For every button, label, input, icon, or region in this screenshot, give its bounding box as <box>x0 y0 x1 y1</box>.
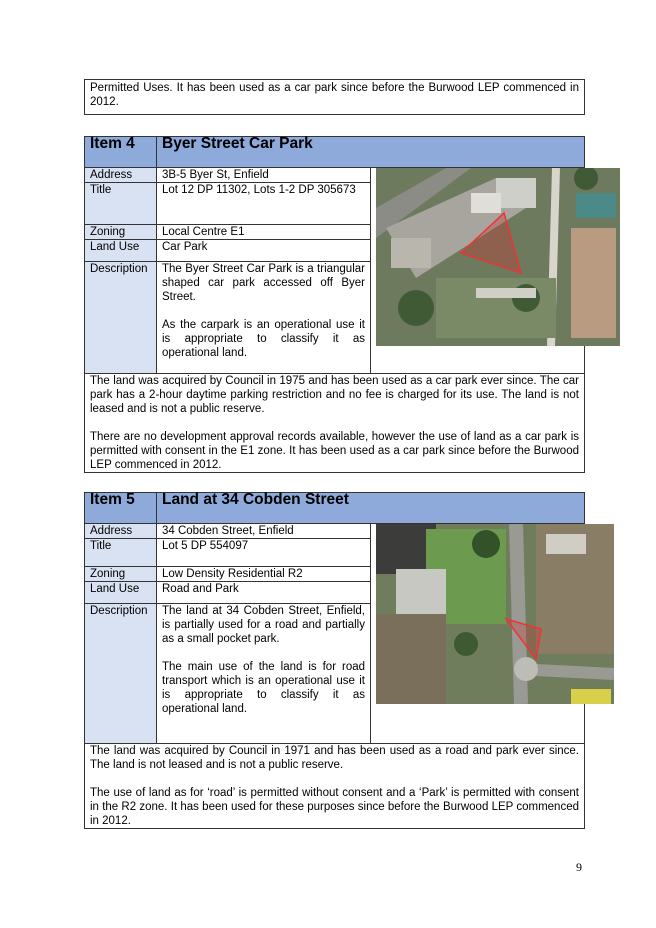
item-4-number: Item 4 <box>85 137 157 168</box>
zoning-label: Zoning <box>85 567 157 582</box>
land-use-value: Car Park <box>157 240 371 262</box>
address-label: Address <box>85 168 157 183</box>
land-use-label: Land Use <box>85 582 157 604</box>
description-paragraph: The main use of the land is for road transport which is an operational use it is appropriate to classify it as operational land. <box>162 661 365 715</box>
page-number: 9 <box>576 860 582 874</box>
item-4-title: Byer Street Car Park <box>157 137 585 168</box>
title-value: Lot 12 DP 11302, Lots 1-2 DP 305673 <box>157 183 371 225</box>
intro-paragraph <box>84 79 585 115</box>
title-label: Title <box>85 539 157 567</box>
address-value: 34 Cobden Street, Enfield <box>157 524 371 539</box>
item-4-header <box>85 137 585 168</box>
notes-paragraph: The land was acquired by Council in 1971 and has been used as a road and park ever since. The land is not leased and is not a public reserve. <box>90 745 579 771</box>
item-5-header <box>85 493 585 524</box>
item-5-number: Item 5 <box>85 493 157 524</box>
item-5-table <box>84 492 585 829</box>
item-5-title: Land at 34 Cobden Street <box>157 493 585 524</box>
intro-text: Permitted Uses. It has been used as a car park since before the Burwood LEP commenced in 2012. <box>90 82 579 108</box>
description-paragraph: The land at 34 Cobden Street, Enfield, is partially used for a road and partially as a small pocket park. <box>162 605 365 645</box>
aerial-photo-image <box>376 168 620 346</box>
address-label: Address <box>85 524 157 539</box>
aerial-photo-byer-street <box>371 168 585 374</box>
address-value: 3B-5 Byer St, Enfield <box>157 168 371 183</box>
description-value <box>157 604 371 744</box>
zoning-value: Local Centre E1 <box>157 225 371 240</box>
description-label: Description <box>85 262 157 374</box>
description-label: Description <box>85 604 157 744</box>
title-value: Lot 5 DP 554097 <box>157 539 371 567</box>
description-paragraph: The Byer Street Car Park is a triangular shaped car park accessed off Byer Street. <box>162 263 365 303</box>
item-5-notes <box>85 744 585 829</box>
description-paragraph: As the carpark is an operational use it is appropriate to classify it as operational land. <box>162 319 365 359</box>
land-use-value: Road and Park <box>157 582 371 604</box>
zoning-value: Low Density Residential R2 <box>157 567 371 582</box>
item-4-notes <box>85 374 585 473</box>
notes-paragraph: There are no development approval records available, however the use of land as a car park is permitted with consent in the E1 zone. It has been used as a car park since before the Burwood LEP commenced in 2012. <box>90 431 579 471</box>
title-label: Title <box>85 183 157 225</box>
notes-paragraph: The use of land as for ‘road’ is permitted without consent and a ‘Park’ is permitted with consent in the R2 zone. It has been used for these purposes since before the Burwood LEP commenced in 2012. <box>90 787 579 827</box>
aerial-photo-cobden-street <box>371 524 585 744</box>
aerial-photo-image <box>376 524 614 704</box>
description-value <box>157 262 371 374</box>
item-4-table <box>84 136 585 473</box>
zoning-label: Zoning <box>85 225 157 240</box>
land-use-label: Land Use <box>85 240 157 262</box>
notes-paragraph: The land was acquired by Council in 1975 and has been used as a car park ever since. The car park has a 2-hour daytime parking restriction and no fee is charged for its use. The land is not leased and is not a public reserve. <box>90 375 579 415</box>
